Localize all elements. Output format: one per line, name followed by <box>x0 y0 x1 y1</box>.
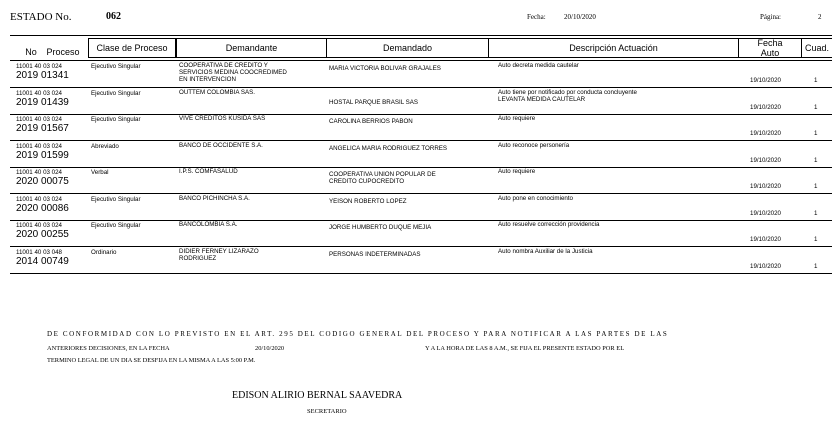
radicado-part2: 2020 00255 <box>16 229 69 240</box>
radicado-part1: 11001 40 03 024 <box>16 222 62 229</box>
table-row <box>10 167 832 194</box>
demandado-line1: COOPERATIVA UNION POPULAR DE <box>329 171 436 178</box>
col-header-no: No <box>25 47 37 57</box>
cuaderno: 1 <box>814 183 818 190</box>
demandante-line1: COOPERATIVA DE CREDITO Y <box>179 62 268 69</box>
demandante-line1: VIVE CREDITOS KUSIDA SAS <box>179 115 266 122</box>
radicado-part1: 11001 40 03 048 <box>16 248 62 256</box>
radicado-part1: 11001 40 03 024 <box>16 195 62 203</box>
estado-label: ESTADO No. <box>10 11 72 23</box>
col-header-demandante: Demandante <box>176 38 327 58</box>
clase-proceso: Ejecutivo Singular <box>91 222 141 229</box>
descripcion-line1: Auto nombra Auxiliar de la Justicia <box>498 247 593 255</box>
demandado-line1: CAROLINA BERRIOS PABON <box>329 118 413 125</box>
clase-proceso: Ordinario <box>91 248 117 256</box>
fecha-value: 20/10/2020 <box>564 13 596 21</box>
col-header-proceso: Proceso <box>46 47 80 57</box>
cuaderno: 1 <box>814 209 818 217</box>
pagina-value: 2 <box>818 13 822 21</box>
demandado-line2: HOSTAL PARQUE BRASIL SAS <box>329 98 419 106</box>
demandante-line1: DIDIER FERNEY LIZARAZO <box>179 247 259 255</box>
descripcion-line1: Auto reconoce personería <box>498 141 570 149</box>
demandado-line2: CREDITO CUPOCREDITO <box>329 178 405 185</box>
fecha-auto: 19/10/2020 <box>750 209 781 217</box>
col-header-fecha-auto <box>738 38 802 58</box>
demandante-line1: BANCO PICHINCHA S.A. <box>179 194 250 202</box>
clase-proceso: Ejecutivo Singular <box>91 89 141 97</box>
table-row <box>10 247 832 274</box>
radicado-part1: 11001 40 03 024 <box>16 169 62 176</box>
footer-line-2-start: ANTERIORES DECISIONES, EN LA FECHA <box>47 345 170 352</box>
cuaderno: 1 <box>814 130 818 137</box>
demandante-line1: OUTTEM COLOMBIA SAS. <box>179 88 255 96</box>
radicado-part2: 2019 01599 <box>16 149 69 161</box>
pagina-label: Página: <box>760 13 781 21</box>
fecha-auto: 19/10/2020 <box>750 262 781 270</box>
clase-proceso: Ejecutivo Singular <box>91 195 141 203</box>
col-header-demandado: Demandado <box>326 38 489 58</box>
radicado-part1: 11001 40 03 024 <box>16 116 62 123</box>
fecha-auto: 19/10/2020 <box>750 183 781 190</box>
descripcion-line1: Auto requiere <box>498 115 536 122</box>
table-row <box>10 194 832 221</box>
radicado-part2: 2020 00086 <box>16 202 69 214</box>
demandante-line2: SERVICIOS MEDINA COOCREDIMED <box>179 69 287 76</box>
radicado-part2: 2020 00075 <box>16 176 69 187</box>
fecha-auto: 19/10/2020 <box>750 236 781 243</box>
radicado-part2: 2019 01341 <box>16 70 69 81</box>
footer-line-2-date: 20/10/2020 <box>255 345 285 352</box>
descripcion-line1: Auto resuelve corrección providencia <box>498 221 600 228</box>
clase-proceso: Verbal <box>91 169 109 176</box>
table-row <box>10 61 832 88</box>
col-header-cuad: Cuad. <box>801 38 832 58</box>
radicado-part1: 11001 40 03 024 <box>16 63 62 70</box>
clase-proceso: Ejecutivo Singular <box>91 116 141 123</box>
cuaderno: 1 <box>814 262 818 270</box>
col-header-descripcion: Descripción Actuación <box>488 38 739 58</box>
table-row <box>10 220 832 247</box>
fecha-auto: 19/10/2020 <box>750 156 781 164</box>
col-header-clase: Clase de Proceso <box>88 38 176 58</box>
demandante-line3: EN INTERVENCION <box>179 76 236 83</box>
descripcion-line1: Auto requiere <box>498 168 536 175</box>
descripcion-line1: Auto tiene por notificado por conducta concluyente <box>498 88 637 96</box>
descripcion-line2: LEVANTA MEDIDA CAUTELAR <box>498 95 586 103</box>
clase-proceso: Abreviado <box>91 142 119 150</box>
demandante-line1: BANCOLOMBIA S.A. <box>179 221 238 228</box>
radicado-part2: 2019 01439 <box>16 96 69 108</box>
cuaderno: 1 <box>814 103 818 111</box>
clase-proceso: Ejecutivo Singular <box>91 63 141 70</box>
cuaderno: 1 <box>814 156 818 164</box>
col-header-fecha-line1: Fecha <box>757 38 783 48</box>
fecha-auto: 19/10/2020 <box>750 130 781 137</box>
fecha-auto: 19/10/2020 <box>750 77 781 84</box>
descripcion-line1: Auto pone en conocimiento <box>498 194 573 202</box>
estado-number: 062 <box>106 11 121 22</box>
table-row <box>10 114 832 141</box>
signatory-title: SECRETARIO <box>307 408 347 415</box>
demandante-line1: BANCO DE OCCIDENTE S.A. <box>179 141 263 149</box>
radicado-part2: 2019 01567 <box>16 123 69 134</box>
footer-line-2-end: Y A LA HORA DE LAS 8 A.M., SE FIJA EL PRESENTE ESTADO POR EL <box>425 345 625 352</box>
signatory-name: EDISON ALIRIO BERNAL SAAVEDRA <box>232 390 403 401</box>
demandado-line1: PERSONAS INDETERMINADAS <box>329 250 421 258</box>
footer-line-3: TERMINO LEGAL DE UN DIA SE DESFIJA EN LA MISMA A LAS 5:00 P.M. <box>47 357 256 364</box>
descripcion-line1: Auto decreta medida cautelar <box>498 62 579 69</box>
radicado-part1: 11001 40 03 024 <box>16 89 62 97</box>
demandado-line1: ANGELICA MARIA RODRIGUEZ TORRES <box>329 144 448 152</box>
table-row <box>10 141 832 168</box>
table-header <box>10 36 832 60</box>
footer-line-1: DE CONFORMIDAD CON LO PREVISTO EN EL ART. 295 DEL CODIGO GENERAL DEL PROCESO Y PARA NOTIFICAR A LAS PARTES DE LAS <box>47 330 669 338</box>
cuaderno: 1 <box>814 77 818 84</box>
col-header-fecha-line2: Auto <box>760 48 780 58</box>
cuaderno: 1 <box>814 236 818 243</box>
fecha-auto: 19/10/2020 <box>750 103 781 111</box>
fecha-label: Fecha: <box>527 13 546 21</box>
demandado-line1: MARIA VICTORIA BOLIVAR GRAJALES <box>329 65 441 72</box>
radicado-part2: 2014 00749 <box>16 255 69 267</box>
table-row <box>10 88 832 115</box>
radicado-part1: 11001 40 03 024 <box>16 142 62 150</box>
demandante-line1: I.P.S. COMFASALUD <box>179 168 238 175</box>
demandante-line2: RODRIGUEZ <box>179 254 217 262</box>
demandado-line1: JORGE HUMBERTO DUQUE MEJIA <box>329 224 432 231</box>
demandado-line1: YEISON ROBERTO LOPEZ <box>329 197 407 205</box>
